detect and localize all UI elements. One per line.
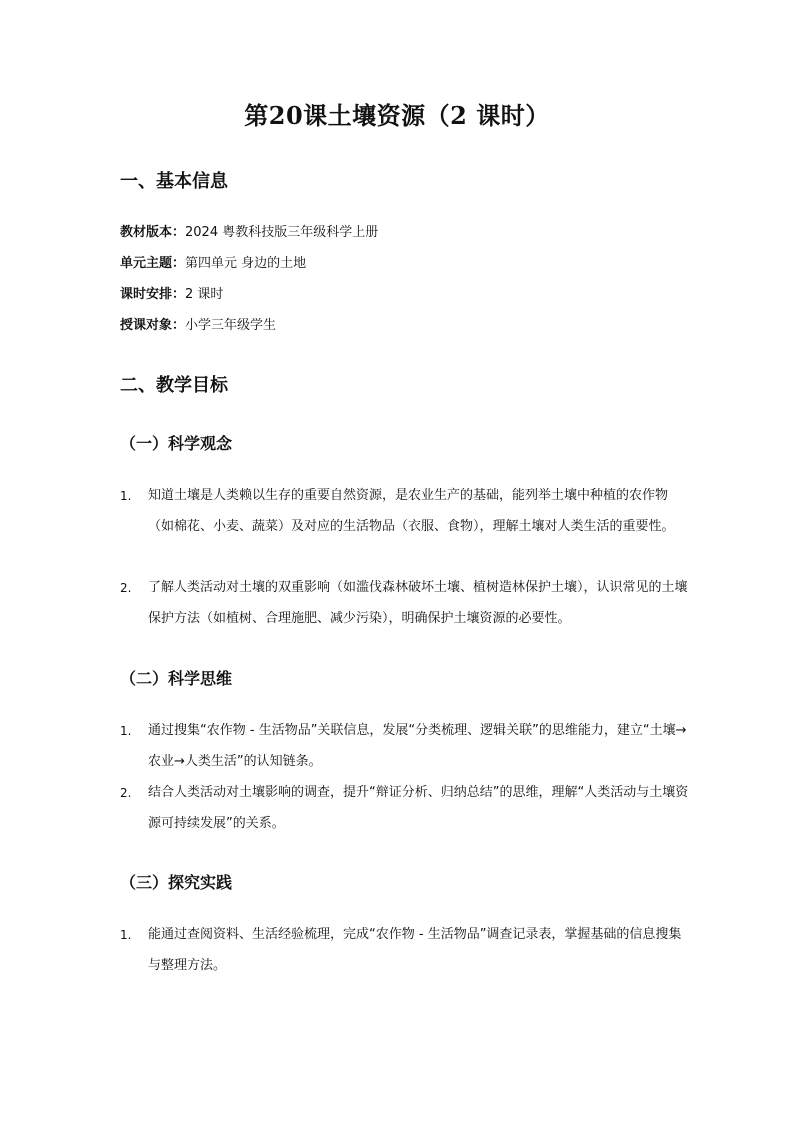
info-row-unit: [120, 256, 306, 272]
list-number: 1.: [120, 489, 132, 503]
info-label: 授课对象：: [120, 318, 186, 333]
list-item: [120, 778, 690, 839]
list-item: [120, 920, 690, 981]
list-text: 能通过查阅资料、生活经验梳理，完成“农作物 - 生活物品”调查记录表，掌握基础的信息搜集与整理方法。: [148, 927, 682, 973]
list-text: 了解人类活动对土壤的双重影响（如滥伐森林破坏土壤、植树造林保护土壤），认识常见的土壤保护方法（如植树、合理施肥、减少污染），明确保护土壤资源的必要性。: [148, 580, 688, 626]
list-number: 2.: [120, 786, 132, 800]
subsection-heading-practice: （三）探究实践: [120, 873, 233, 892]
info-label: 课时安排：: [120, 287, 186, 302]
list-item: [120, 481, 690, 542]
document-title: 第20课土壤资源（2 课时）: [244, 101, 550, 130]
list-item: [120, 573, 690, 634]
list-text: 结合人类活动对土壤影响的调查，提升“辩证分析、归纳总结”的思维，理解“人类活动与土壤资源可持续发展”的关系。: [148, 785, 689, 831]
info-row-schedule: [120, 287, 223, 303]
section-heading-objectives: 二、教学目标: [120, 375, 228, 396]
info-row-textbook: [120, 225, 378, 241]
info-value: 2 课时: [185, 287, 224, 302]
list-number: 1.: [120, 928, 132, 942]
info-label: 教材版本：: [120, 225, 186, 240]
section-heading-basic-info: 一、基本信息: [120, 171, 228, 192]
info-value: 2024 粤教科技版三年级科学上册: [185, 225, 379, 240]
list-item: [120, 716, 690, 777]
list-text: 知道土壤是人类赖以生存的重要自然资源，是农业生产的基础，能列举土壤中种植的农作物（如棉花、小麦、蔬菜）及对应的生活物品（衣服、食物），理解土壤对人类生活的重要性。: [148, 488, 675, 534]
list-number: 2.: [120, 581, 132, 595]
list-text: 通过搜集“农作物 - 生活物品”关联信息，发展“分类梳理、逻辑关联”的思维能力，建立“土壤→农业→人类生活”的认知链条。: [148, 723, 687, 769]
info-row-audience: [120, 318, 276, 334]
subsection-heading-concepts: （一）科学观念: [120, 434, 233, 453]
info-value: 小学三年级学生: [185, 318, 277, 333]
info-value: 第四单元 身边的土地: [185, 256, 307, 271]
list-number: 1.: [120, 724, 132, 738]
info-label: 单元主题：: [120, 256, 186, 271]
subsection-heading-thinking: （二）科学思维: [120, 669, 233, 688]
